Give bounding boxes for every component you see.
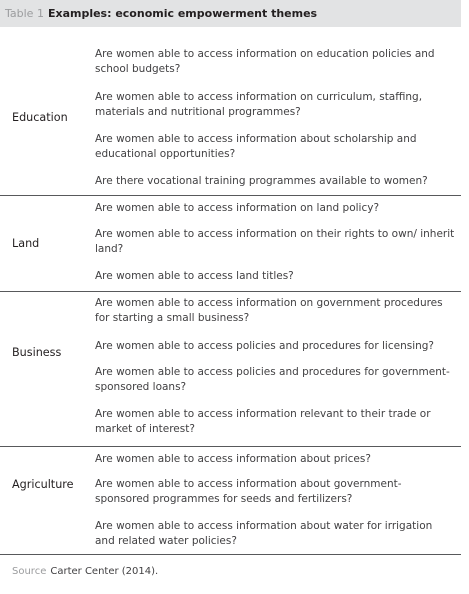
theme-label-agriculture: Agriculture bbox=[12, 478, 74, 491]
question-text: Are women able to access information on their rights to own/ inherit land? bbox=[95, 228, 455, 256]
theme-label-education: Education bbox=[12, 111, 68, 124]
source-text: Carter Center (2014). bbox=[50, 566, 159, 577]
table-row-land bbox=[0, 195, 461, 291]
theme-label-business: Business bbox=[12, 346, 62, 359]
question-text: Are women able to access information about scholarship and educational opportunities? bbox=[95, 133, 417, 161]
table-row-agriculture bbox=[0, 446, 461, 554]
question-text: Are women able to access information on government procedures for starting a small business? bbox=[95, 297, 443, 325]
question-text: Are women able to access land titles? bbox=[95, 270, 294, 282]
table-row-education bbox=[0, 27, 461, 195]
source-label: Source bbox=[12, 566, 47, 577]
question-text: Are women able to access information relevant to their trade or market of interest? bbox=[95, 408, 431, 436]
question-text: Are women able to access information about government-sponsored programmes for seeds and fertilizers? bbox=[95, 478, 402, 506]
question-text: Are women able to access policies and procedures for licensing? bbox=[95, 340, 435, 352]
question-text: Are women able to access information about water for irrigation and related water policies? bbox=[95, 520, 433, 548]
table-number: Table 1 bbox=[5, 7, 44, 20]
source-note bbox=[12, 566, 158, 577]
question-text: Are women able to access information about prices? bbox=[95, 453, 371, 465]
themes-table bbox=[0, 27, 461, 554]
question-text: Are women able to access information on education policies and school budgets? bbox=[95, 48, 435, 76]
question-text: Are women able to access policies and procedures for government-sponsored loans? bbox=[95, 366, 450, 394]
question-text: Are women able to access information on land policy? bbox=[95, 202, 380, 214]
question-text: Are women able to access information on curriculum, staffing, materials and nutritional programmes? bbox=[95, 91, 423, 119]
table-bottom-rule bbox=[0, 554, 461, 555]
question-text: Are there vocational training programmes available to women? bbox=[95, 175, 428, 187]
table-row-business bbox=[0, 291, 461, 446]
theme-label-land: Land bbox=[12, 237, 40, 250]
table-title-bar bbox=[0, 0, 461, 27]
table-caption: Examples: economic empowerment themes bbox=[47, 7, 318, 20]
